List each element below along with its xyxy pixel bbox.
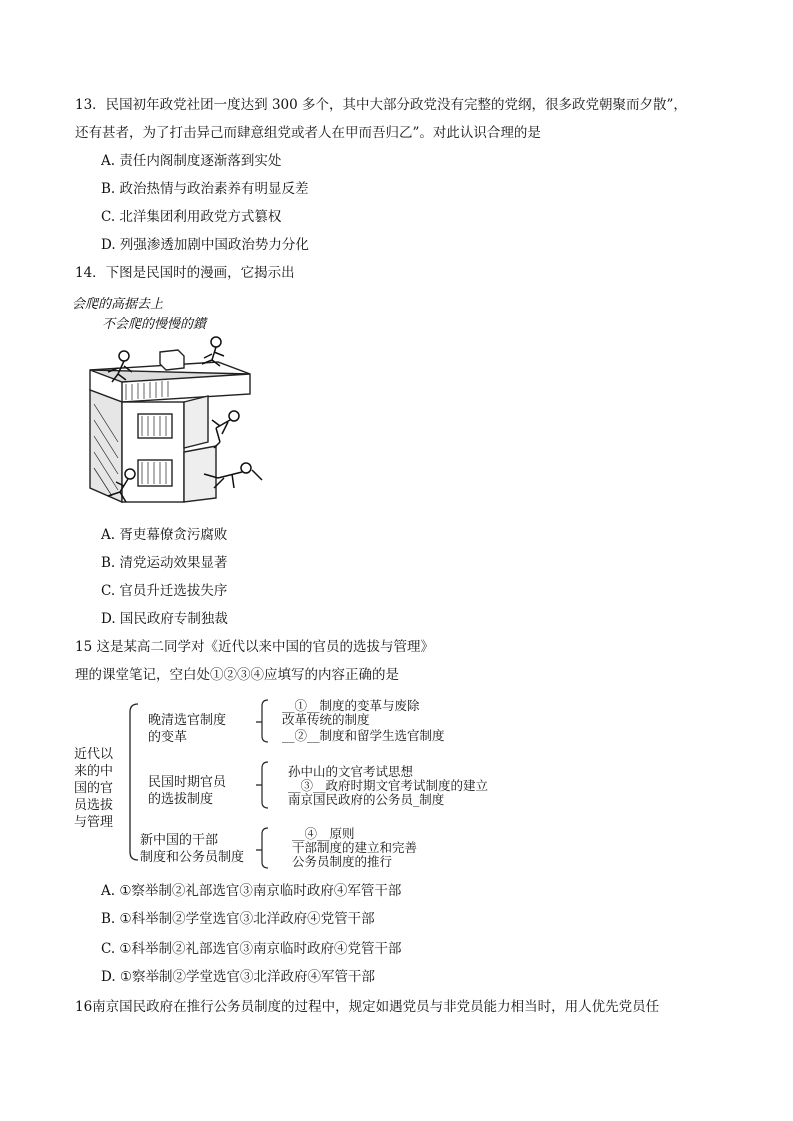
q13-stem-line1: 13．民国初年政党社团一度达到 300 多个，其中大部分政党没有完整的党纲，很多政党朝聚而夕散”， xyxy=(75,97,687,113)
q13-option-b: B. 政治热情与政治素养有明显反差 xyxy=(101,181,309,197)
cartoon-caption-line2: 不会爬的慢慢的鑚 xyxy=(102,317,207,332)
q15-option-d: D. ①察举制②学堂选官③北洋政府④军管干部 xyxy=(101,969,376,985)
svg-text:员选拔: 员选拔 xyxy=(74,798,114,813)
cartoon-caption-line1: 会爬的高据去上 xyxy=(72,297,164,312)
diagram-branch-2-label xyxy=(148,774,227,807)
diagram-branch-1-label xyxy=(148,712,226,745)
svg-text:__①__制度的变革与废除: __①__制度的变革与废除 xyxy=(282,698,420,713)
q13-stem-line2: 还有甚者，为了打击异己而肆意组党或者人在甲而吾归乙”。对此认识合理的是 xyxy=(75,125,541,141)
q14-option-c: C. 官员升迁选拔失序 xyxy=(101,583,228,599)
svg-text:来的中: 来的中 xyxy=(74,764,114,779)
cartoon-image xyxy=(68,292,278,512)
q15-option-b: B. ①科举制②学堂选官③北洋政府④党管干部 xyxy=(101,911,375,927)
diagram-branch-1-items xyxy=(282,698,445,743)
q14-option-b: B. 清党运动效果显著 xyxy=(101,555,228,571)
svg-text:干部制度的建立和完善: 干部制度的建立和完善 xyxy=(292,840,418,855)
svg-text:的变革: 的变革 xyxy=(148,730,188,745)
q15-stem-line1: 15 这是某高二同学对《近代以来中国的官员的选拔与管理》 xyxy=(75,639,434,655)
svg-text:民国时期官员: 民国时期官员 xyxy=(148,775,227,790)
diagram-branch-2-bracket xyxy=(256,762,268,808)
diagram-root-label xyxy=(74,747,114,830)
q15-stem-line2: 理的课堂笔记，空白处①②③④应填写的内容正确的是 xyxy=(75,667,399,683)
q15-option-a: A. ①察举制②礼部选官③南京临时政府④军管干部 xyxy=(101,883,402,899)
svg-text:公务员制度的推行: 公务员制度的推行 xyxy=(292,854,393,869)
svg-text:南京国民政府的公务员_制度: 南京国民政府的公务员_制度 xyxy=(288,792,445,807)
svg-text:改革传统的制度: 改革传统的制度 xyxy=(282,712,370,727)
diagram-branch-3-bracket xyxy=(256,828,268,868)
diagram-branch-3-items xyxy=(292,826,417,869)
q13-option-d: D. 列强渗透加剧中国政治势力分化 xyxy=(101,237,309,253)
svg-text:新中国的干部: 新中国的干部 xyxy=(140,833,219,848)
svg-text:的选拔制度: 的选拔制度 xyxy=(148,792,214,807)
svg-text:晚清选官制度: 晚清选官制度 xyxy=(148,713,227,728)
svg-text:__②__制度和留学生选官制度: __②__制度和留学生选官制度 xyxy=(282,728,445,743)
diagram-main-bracket xyxy=(130,704,138,860)
q13-option-a: A. 责任内阁制度逐渐落到实处 xyxy=(101,153,282,169)
svg-text:__④__原则: __④__原则 xyxy=(292,826,355,841)
svg-text:近代以: 近代以 xyxy=(74,747,114,762)
diagram-branch-2-items xyxy=(288,764,489,807)
q14-stem: 14．下图是民国时的漫画，它揭示出 xyxy=(75,265,295,281)
diagram-branch-3-label xyxy=(140,832,244,865)
q15-notes-diagram xyxy=(72,692,522,872)
svg-text:与管理: 与管理 xyxy=(74,815,114,830)
q15-option-c: C. ①科举制②礼部选官③南京临时政府④党管干部 xyxy=(101,941,402,957)
svg-text:孙中山的文官考试思想: 孙中山的文官考试思想 xyxy=(288,764,414,779)
diagram-branch-1-bracket xyxy=(256,700,268,742)
svg-text:制度和公务员制度: 制度和公务员制度 xyxy=(140,850,245,865)
svg-text:国的官: 国的官 xyxy=(74,781,114,796)
q14-option-a: A. 胥吏幕僚贪污腐败 xyxy=(101,527,228,543)
svg-text:__③__政府时期文官考试制度的建立: __③__政府时期文官考试制度的建立 xyxy=(288,778,489,793)
q16-stem: 16南京国民政府在推行公务员制度的过程中，规定如遇党员与非党员能力相当时，用人优先党员任 xyxy=(75,999,660,1015)
q14-option-d: D. 国民政府专制独裁 xyxy=(101,611,228,627)
q13-option-c: C. 北洋集团利用政党方式篡权 xyxy=(101,209,282,225)
